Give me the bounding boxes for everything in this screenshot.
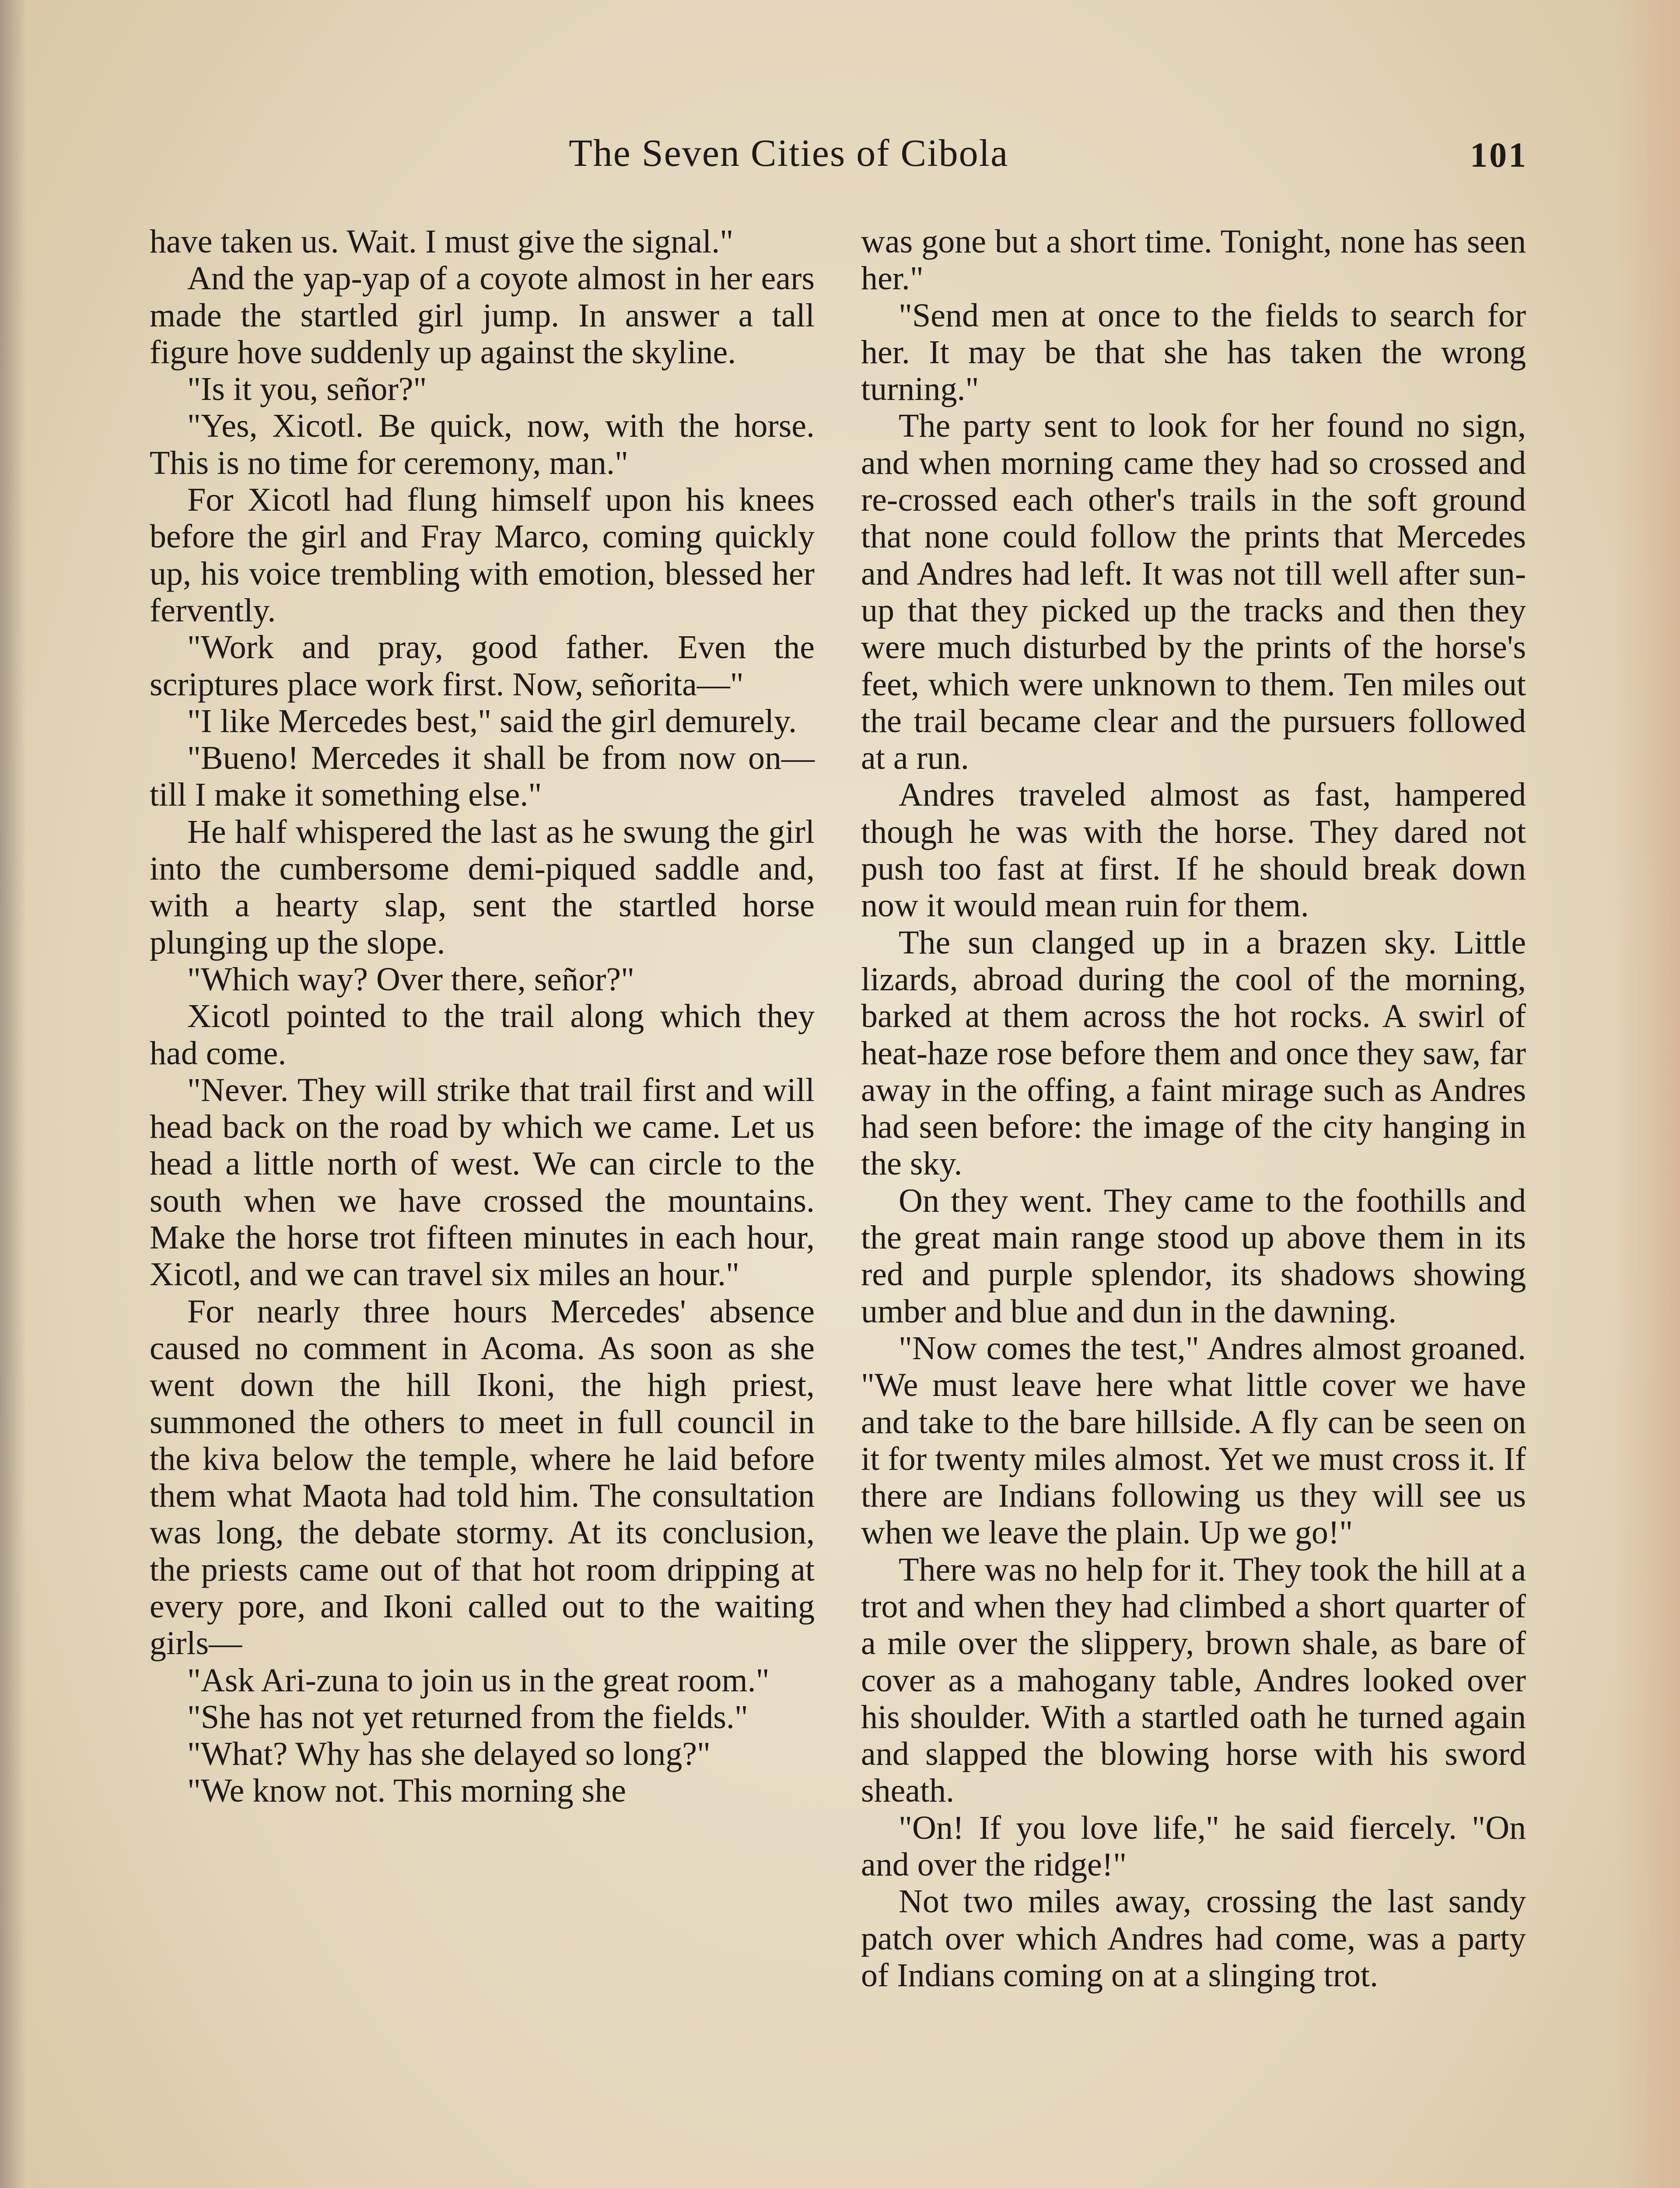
paragraph: "Never. They will strike that trail first and will head back on the road by which we came. Let us head a little north of west. We can circle to the south when we have crossed the mountains. Make the horse trot fifteen minutes in each hour, Xicotl, and we can travel six miles an hour." [150, 1071, 815, 1293]
paragraph: And the yap-yap of a coyote almost in her ears made the startled girl jump. In answer a tall figure hove suddenly up against the skyline. [150, 260, 815, 371]
paragraph: He half whispered the last as he swung the girl into the cumbersome demi-piqued saddle and, with a hearty slap, sent the startled horse plunging up the slope. [150, 813, 815, 961]
paragraph: For nearly three hours Mercedes' absence caused no comment in Acoma. As soon as she went down the hill Ikoni, the high priest, summoned the others to meet in full council in the kiva below the temple, where he laid before them what Maota had told him. The consultation was long, the debate stormy. At its conclusion, the priests came out of that hot room dripping at every pore, and Ikoni called out to the waiting girls— [150, 1293, 815, 1662]
paragraph: The party sent to look for her found no sign, and when morning came they had so crossed and re-crossed each other's trails in the soft ground that none could follow the prints that Mercedes and Andres had left. It was not till well after sun-up that they picked up the tracks and then they were much disturbed by the prints of the horse's feet, which were unknown to them. Ten miles out the trail became clear and the pursuers followed at a run. [861, 407, 1526, 777]
paragraph: "She has not yet returned from the fields." [187, 1698, 748, 1736]
paragraph: "Send men at once to the fields to search for her. It may be that she has taken the wrong turning." [861, 297, 1526, 408]
page-number: 101 [1470, 136, 1528, 175]
paragraph: For Xicotl had flung himself upon his knees before the girl and Fray Marco, coming quickly up, his voice trembling with emotion, blessed her fervently. [150, 481, 815, 629]
paragraph: "Is it you, señor?" [187, 371, 427, 408]
paragraph: have taken us. Wait. I must give the signal." [150, 223, 734, 260]
paragraph: "Work and pray, good father. Even the scriptures place work first. Now, señorita—" [150, 629, 815, 703]
paragraph: "I like Mercedes best," said the girl demurely. [187, 702, 797, 740]
paragraph: "Now comes the test," Andres almost groaned. "We must leave here what little cover we have and take to the bare hillside. A fly can be seen on it for twenty miles almost. Yet we must cross it. If there are Indians following us they will see us when we leave the plain. Up we go!" [861, 1329, 1526, 1551]
paragraph: On they went. They came to the foothills and the great main range stood up above them in its red and purple splendor, its shadows showing umber and blue and dun in the dawning. [861, 1182, 1526, 1330]
paragraph: Andres traveled almost as fast, hampered though he was with the horse. They dared not push too fast at first. If he should break down now it would mean ruin for them. [861, 776, 1526, 924]
paragraph: The sun clanged up in a brazen sky. Little lizards, abroad during the cool of the morning, barked at them across the hot rocks. A swirl of heat-haze rose before them and once they saw, far away in the offing, a faint mirage such as Andres had seen before: the image of the city hanging in the sky. [861, 924, 1526, 1182]
page-header [0, 131, 1680, 184]
paragraph: "What? Why has she delayed so long?" [187, 1736, 711, 1773]
paragraph: There was no help for it. They took the hill at a trot and when they had climbed a short quarter of a mile over the slippery, brown shale, as bare of cover as a mahogany table, Andres looked over his shoulder. With a startled oath he turned again and slapped the blowing horse with his sword sheath. [861, 1551, 1526, 1809]
paragraph: Xicotl pointed to the trail along which they had come. [150, 998, 815, 1072]
running-title: The Seven Cities of Cibola [569, 132, 1009, 175]
page-edge-stain [1614, 0, 1680, 2188]
page-edge-shadow [0, 0, 26, 2188]
paragraph: "We know not. This morning she [187, 1772, 626, 1809]
paragraph: "Bueno! Mercedes it shall be from now on—till I make it something else." [150, 740, 815, 813]
paragraph: "Which way? Over there, señor?" [187, 961, 635, 998]
right-text-column [861, 223, 1526, 1994]
paragraph: was gone but a short time. Tonight, none has seen her." [861, 223, 1526, 297]
paragraph: "Yes, Xicotl. Be quick, now, with the horse. This is no time for ceremony, man." [150, 407, 815, 481]
paragraph: "Ask Ari-zuna to join us in the great room." [187, 1662, 770, 1699]
paragraph: "On! If you love life," he said fiercely. "On and over the ridge!" [861, 1809, 1526, 1883]
paragraph: Not two miles away, crossing the last sandy patch over which Andres had come, was a party of Indians coming on at a slinging trot. [861, 1883, 1526, 1994]
left-text-column [150, 223, 815, 1809]
